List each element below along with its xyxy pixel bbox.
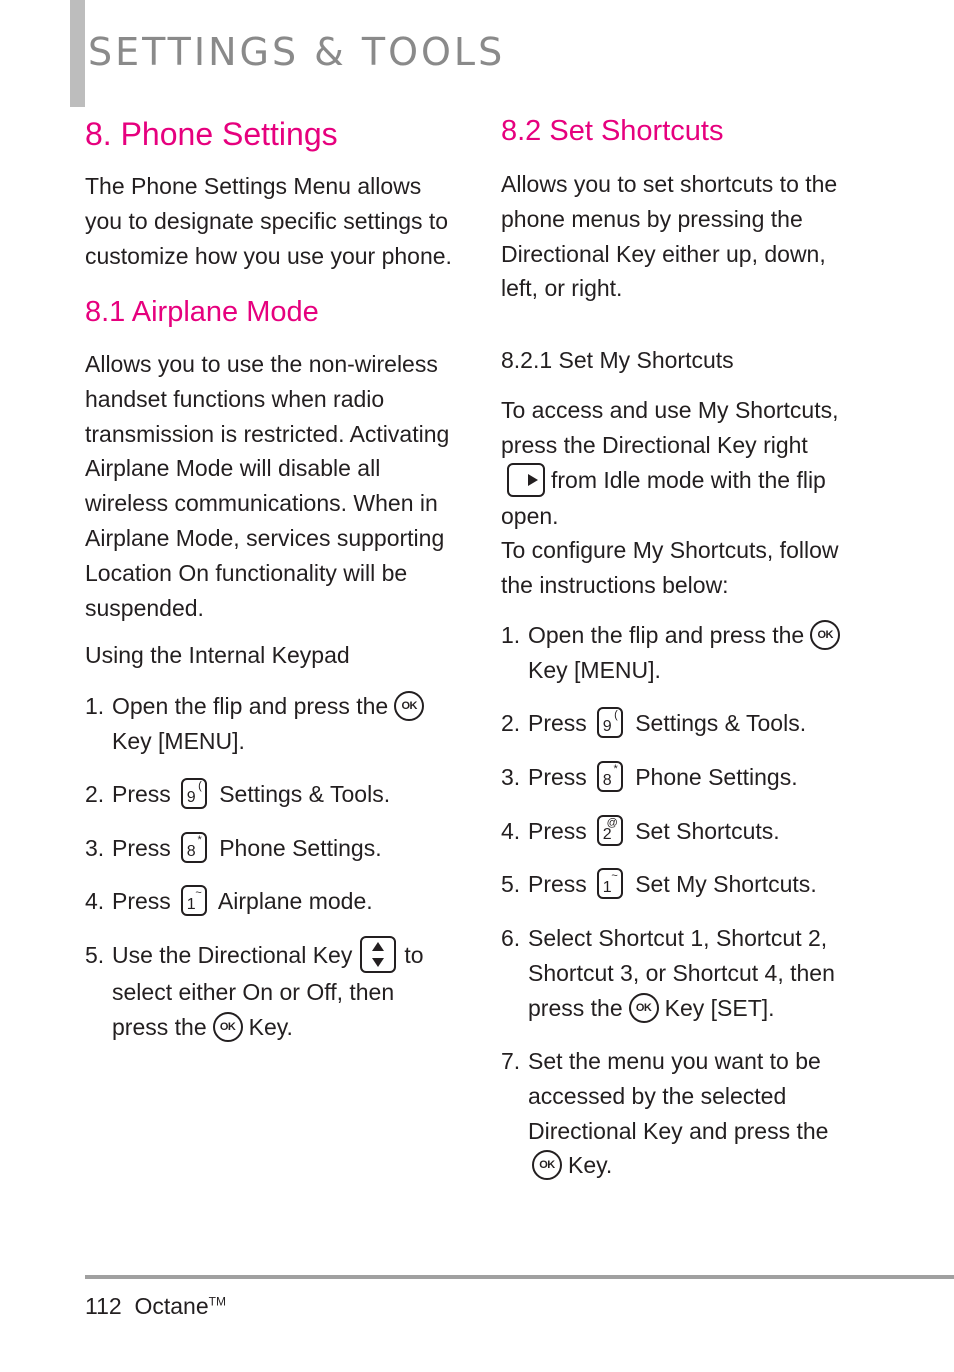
section-header: SETTINGS & TOOLS xyxy=(88,30,506,74)
ok-key-icon: OK xyxy=(629,993,659,1023)
access-paragraph: To access and use My Shortcuts, press the Directional Key right from Idle mode with the flip open. xyxy=(501,397,839,529)
configure-paragraph: To configure My Shortcuts, follow the instructions below: xyxy=(501,537,839,598)
key-1-icon: 1 ~ xyxy=(181,885,207,916)
footer-rule xyxy=(85,1275,954,1279)
airplane-paragraph: Allows you to use the non-wireless handset functions when radio transmission is restricted. Activating Airplane Mode will disable all wireless communications. When in Airplane Mode, services supporting Location On functionality will be suspended. xyxy=(85,351,450,621)
key-8-icon: 8 * xyxy=(597,761,623,792)
trademark: TM xyxy=(208,1294,226,1309)
key-2-icon: 2 @ xyxy=(597,815,623,846)
keypad-subheading: Using the Internal Keypad xyxy=(85,642,350,668)
my-shortcuts-subheading: 8.2.1 Set My Shortcuts xyxy=(501,347,734,373)
shortcuts-heading: 8.2 Set Shortcuts xyxy=(501,115,724,147)
directional-right-key-icon xyxy=(507,463,545,497)
page-number: 112 xyxy=(85,1293,122,1319)
brand-name: Octane xyxy=(134,1293,209,1319)
ok-key-icon: OK xyxy=(810,620,840,650)
key-9-icon: 9 ( xyxy=(597,707,623,738)
airplane-heading: 8.1 Airplane Mode xyxy=(85,296,319,328)
key-9-icon: 9 ( xyxy=(181,778,207,809)
key-1-icon: 1 ~ xyxy=(597,868,623,899)
directional-up-down-key-icon xyxy=(360,936,396,973)
ok-key-icon: OK xyxy=(213,1012,243,1042)
key-8-icon: 8 * xyxy=(181,832,207,863)
page-title: 8. Phone Settings xyxy=(85,116,338,152)
ok-key-icon: OK xyxy=(394,691,424,721)
page-footer xyxy=(85,1293,226,1320)
ok-key-icon: OK xyxy=(532,1150,562,1180)
header-accent-bar xyxy=(70,0,85,107)
intro-paragraph: The Phone Settings Menu allows you to designate specific settings to customize how you use your phone. xyxy=(85,173,452,269)
shortcuts-paragraph: Allows you to set shortcuts to the phone menus by pressing the Directional Key either up, down, left, or right. xyxy=(501,171,838,302)
